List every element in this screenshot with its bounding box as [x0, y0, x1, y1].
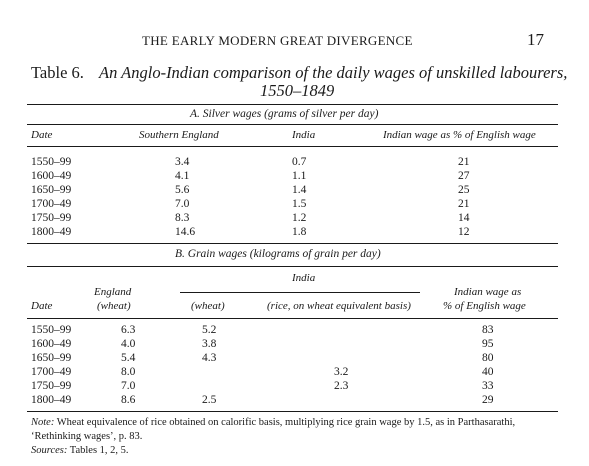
b-row1-wheat: 5.2	[202, 324, 217, 336]
a-row6-pct: 12	[458, 226, 470, 238]
b-header-pct-l2: % of English wage	[443, 300, 526, 312]
note-text-1: Wheat equivalence of rice obtained on calorific basis, multiplying rice grain wage by 1.5, as in Parthasarathi,	[56, 417, 516, 428]
section-b-title: B. Grain wages (kilograms of grain per day)	[175, 248, 381, 260]
b-row3-date: 1650–99	[31, 352, 72, 364]
b-header-wheat: (wheat)	[191, 300, 225, 312]
b-row1-england: 6.3	[121, 324, 136, 336]
b-header-rule	[27, 318, 558, 319]
a-row4-pct: 21	[458, 198, 470, 210]
b-row5-date: 1750–99	[31, 380, 72, 392]
a-header-pct: Indian wage as % of English wage	[383, 129, 536, 141]
sources-label: Sources:	[31, 445, 68, 456]
a-row6-england: 14.6	[175, 226, 196, 238]
top-rule	[27, 104, 558, 105]
a-row1-england: 3.4	[175, 156, 190, 168]
b-row6-wheat: 2.5	[202, 394, 217, 406]
running-title: THE EARLY MODERN GREAT DIVERGENCE	[142, 33, 413, 48]
b-row3-wheat: 4.3	[202, 352, 217, 364]
b-row3-england: 5.4	[121, 352, 136, 364]
b-row2-england: 4.0	[121, 338, 136, 350]
b-row3-pct: 80	[482, 352, 494, 364]
a-row3-pct: 25	[458, 184, 470, 196]
b-row6-date: 1800–49	[31, 394, 72, 406]
b-header-england-l2: (wheat)	[97, 300, 131, 312]
b-row5-pct: 33	[482, 380, 494, 392]
b-header-rice: (rice, on wheat equivalent basis)	[267, 300, 411, 312]
a-row5-india: 1.2	[292, 212, 307, 224]
a-row1-pct: 21	[458, 156, 470, 168]
a-row4-date: 1700–49	[31, 198, 72, 210]
b-row4-england: 8.0	[121, 366, 136, 378]
a-header-date: Date	[31, 129, 53, 141]
section-a-title: A. Silver wages (grams of silver per day)	[190, 108, 379, 120]
b-row2-date: 1600–49	[31, 338, 72, 350]
b-row6-pct: 29	[482, 394, 494, 406]
table-title-line2: 1550–1849	[260, 81, 335, 100]
a-row1-india: 0.7	[292, 156, 307, 168]
b-row5-rice: 2.3	[334, 380, 349, 392]
sources-text: Tables 1, 2, 5.	[69, 445, 129, 456]
b-row4-pct: 40	[482, 366, 494, 378]
a-header-england: Southern England	[139, 129, 219, 141]
a-row4-india: 1.5	[292, 198, 307, 210]
b-row1-pct: 83	[482, 324, 494, 336]
a-row5-date: 1750–99	[31, 212, 72, 224]
a-header-rule	[27, 146, 558, 147]
b-row4-rice: 3.2	[334, 366, 349, 378]
b-row2-pct: 95	[482, 338, 494, 350]
a-row4-england: 7.0	[175, 198, 190, 210]
table-label: Table 6.	[31, 63, 84, 82]
a-row1-date: 1550–99	[31, 156, 72, 168]
a-row5-pct: 14	[458, 212, 470, 224]
table-title-line1: An Anglo-Indian comparison of the daily wages of unskilled labourers,	[99, 63, 568, 82]
section-b-top-rule	[27, 243, 558, 244]
a-row3-england: 5.6	[175, 184, 190, 196]
note-text-2: ‘Rethinking wages’, p. 83.	[31, 431, 143, 442]
note-label: Note:	[31, 417, 55, 428]
b-india-span-rule	[180, 292, 420, 293]
bottom-rule	[27, 411, 558, 412]
a-row3-date: 1650–99	[31, 184, 72, 196]
sources-line	[31, 444, 129, 458]
b-row4-date: 1700–49	[31, 366, 72, 378]
b-header-pct-l1: Indian wage as	[454, 286, 522, 298]
b-row1-date: 1550–99	[31, 324, 72, 336]
a-row5-england: 8.3	[175, 212, 190, 224]
b-header-date: Date	[31, 300, 53, 312]
a-row2-pct: 27	[458, 170, 470, 182]
a-row6-india: 1.8	[292, 226, 307, 238]
a-header-india: India	[292, 129, 316, 141]
a-row2-england: 4.1	[175, 170, 190, 182]
b-row2-wheat: 3.8	[202, 338, 217, 350]
note-line1	[31, 416, 515, 430]
a-row2-date: 1600–49	[31, 170, 72, 182]
b-row6-england: 8.6	[121, 394, 136, 406]
section-a-title-rule	[27, 124, 558, 125]
a-row3-india: 1.4	[292, 184, 307, 196]
page-number: 17	[527, 30, 544, 49]
a-row2-india: 1.1	[292, 170, 307, 182]
section-b-title-rule	[27, 266, 558, 267]
b-header-india-group: India	[292, 272, 316, 284]
b-row5-england: 7.0	[121, 380, 136, 392]
a-row6-date: 1800–49	[31, 226, 72, 238]
b-header-england-l1: England	[94, 286, 132, 298]
